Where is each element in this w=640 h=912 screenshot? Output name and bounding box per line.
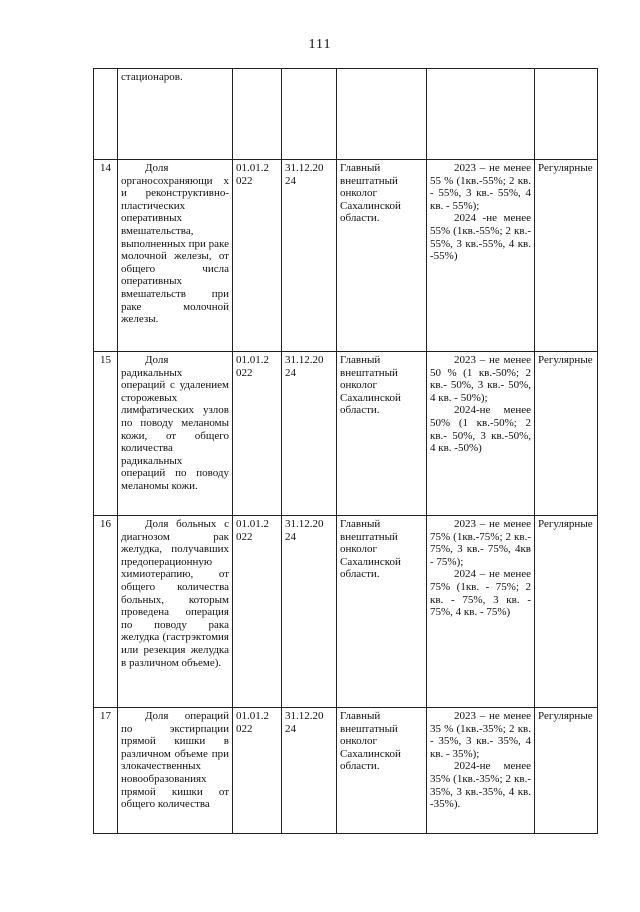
row-number: 16 — [94, 516, 118, 708]
indicator-text: стационаров. — [121, 71, 183, 83]
table-row-continuation — [94, 69, 598, 160]
periodicity: Регулярные — [535, 516, 598, 708]
indicator-cell — [118, 516, 233, 708]
start-date: 01.01.2 022 — [233, 160, 282, 352]
target-2024: 2024 – не менее 75% (1кв. - 75%; 2 кв. - 75%, 3 кв. - 75%, 4 кв. - 75%) — [430, 568, 531, 619]
target-2023: 2023 – не менее 50 % (1 кв.-50%; 2 кв.- 50%, 3 кв.- 50%, 4 кв. - 50%); — [430, 354, 531, 404]
table-row — [94, 160, 598, 352]
cell-periodicity — [535, 69, 598, 160]
start-date: 01.01.2 022 — [233, 352, 282, 516]
target-2024: 2024-не менее 35% (1кв.-35%; 2 кв.- 35%, 3 кв.-35%, 4 кв. -35%). — [430, 760, 531, 811]
cell-indicator — [118, 69, 233, 160]
end-date: 31.12.20 24 — [282, 352, 337, 516]
start-date: 01.01.2 022 — [233, 516, 282, 708]
table-row — [94, 516, 598, 708]
row-number: 14 — [94, 160, 118, 352]
indicator-cell — [118, 352, 233, 516]
periodicity: Регулярные — [535, 708, 598, 834]
target-value — [427, 708, 535, 834]
end-date: 31.12.20 24 — [282, 708, 337, 834]
row-number: 15 — [94, 352, 118, 516]
end-date: 31.12.20 24 — [282, 160, 337, 352]
start-date: 01.01.2 022 — [233, 708, 282, 834]
measures-table — [93, 68, 598, 834]
target-2023: 2023 – не менее 35 % (1кв.-35%; 2 кв. - 35%, 3 кв.- 35%, 4 кв. - 35%); — [430, 710, 531, 760]
indicator-cell — [118, 160, 233, 352]
page-number: 111 — [308, 37, 332, 52]
indicator-cell — [118, 708, 233, 834]
end-date: 31.12.20 24 — [282, 516, 337, 708]
target-2024: 2024 -не менее 55% (1кв.-55%; 2 кв.- 55%, 3 кв.-55%, 4 кв. -55%) — [430, 212, 531, 263]
target-value — [427, 160, 535, 352]
periodicity: Регулярные — [535, 160, 598, 352]
target-value — [427, 516, 535, 708]
cell-num — [94, 69, 118, 160]
indicator-text: Доля радикальных операций с удалением сторожевых лимфатических узлов по поводу меланомы кожи, от общего количества радикальных операций по поводу меланомы кожи. — [121, 354, 229, 492]
responsible-person: Главный внештатный онколог Сахалинской области. — [337, 516, 427, 708]
responsible-person: Главный внештатный онколог Сахалинской области. — [337, 708, 427, 834]
target-2024: 2024-не менее 50% (1 кв.-50%; 2 кв.- 50%, 3 кв.-50%, 4 кв. -50%) — [430, 404, 531, 455]
cell-value — [427, 69, 535, 160]
periodicity: Регулярные — [535, 352, 598, 516]
responsible-person: Главный внештатный онколог Сахалинской области. — [337, 160, 427, 352]
target-value — [427, 352, 535, 516]
table-row — [94, 708, 598, 834]
target-2023: 2023 – не менее 75% (1кв.-75%; 2 кв.- 75%, 3 кв.- 75%, 4кв - 75%); — [430, 518, 531, 568]
row-number: 17 — [94, 708, 118, 834]
table-row — [94, 352, 598, 516]
cell-end — [282, 69, 337, 160]
indicator-text: Доля операций по экстирпации прямой кишки в различном объеме при злокачественных новообразованиях прямой кишки от общего количества — [121, 710, 229, 811]
cell-responsible — [337, 69, 427, 160]
indicator-text: Доля больных с диагнозом рак желудка, получавших предоперационную химиотерапию, от общего количества больных, которым проведена операция по поводу рака желудка (гастрэктомия или резекция желудка в различном объеме). — [121, 518, 229, 669]
target-2023: 2023 – не менее 55 % (1кв.-55%; 2 кв. - 55%, 3 кв.- 55%, 4 кв. - 55%); — [430, 162, 531, 212]
indicator-text: Доля органосохраняющи х и реконструктивно-пластических оперативных вмешательства, выполненных при раке молочной железы, от общего числа оперативных вмешательств при раке молочной железы. — [121, 162, 229, 326]
responsible-person: Главный внештатный онколог Сахалинской области. — [337, 352, 427, 516]
cell-start — [233, 69, 282, 160]
